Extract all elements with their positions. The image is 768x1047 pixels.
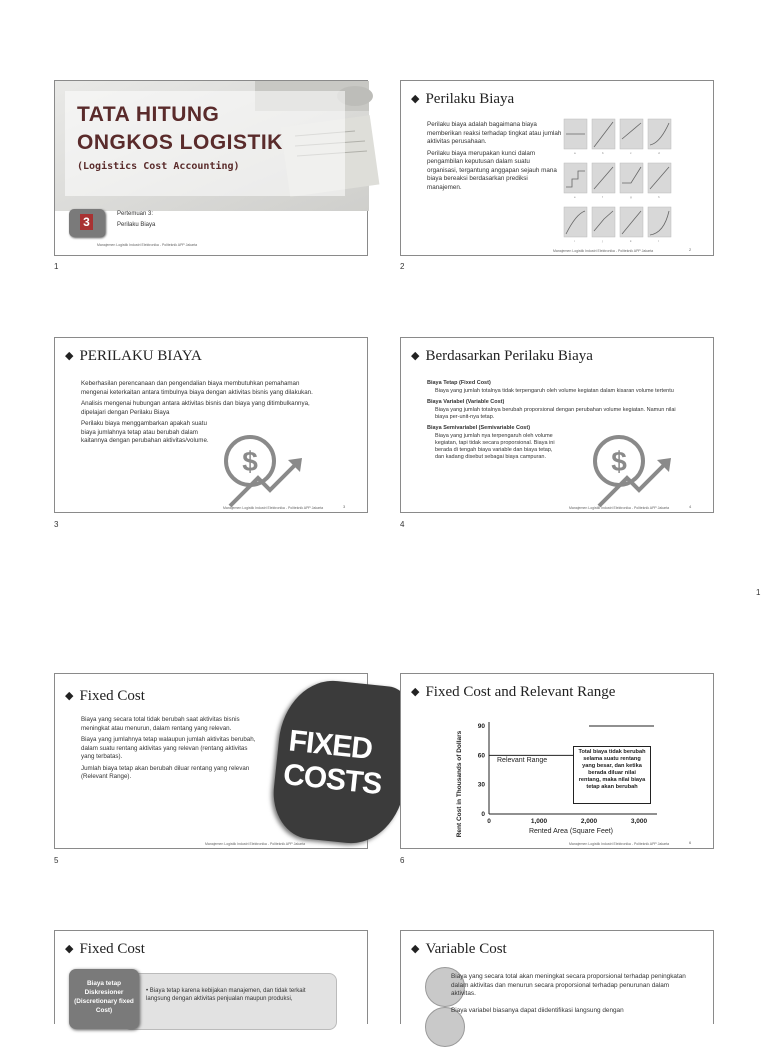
relevant-range-chart [401, 674, 715, 850]
paragraph: Analisis mengenai hubungan antara aktivitas bisnis dan biaya yang ditimbulkannya, dipelajari dengan Perilaku Biaya [81, 400, 310, 416]
svg-text:g: g [630, 195, 632, 199]
footer: Manajemen Logistik Industri Elektronika - Politeknik APP Jakarta [569, 842, 670, 846]
svg-text:h: h [658, 195, 660, 199]
paragraph: Biaya yang secara total akan meningkat secara proporsional terhadap peningkatan dalam aktivitas dan menurun secara proporsional terhadap penurunan dalam aktivitas. [451, 973, 686, 997]
variable-cost-heading: Biaya Variabel (Variable Cost) [427, 399, 505, 405]
footer: Manajemen Logistik Industri Elektronika - Politeknik APP Jakarta [205, 842, 306, 846]
slide-number-1: 1 [54, 262, 59, 271]
page-number: 3 [343, 504, 346, 509]
paragraph: Biaya yang jumlahnya tetap walaupun jumlah aktivitas berubah, dalam suatu rentang aktivitas yang relevan (rentang aktivitas yang terbatas). [81, 736, 256, 760]
bullet-panel [123, 973, 337, 1030]
fixed-cost-definition: Biaya yang jumlah totalnya tidak terpengaruh oleh volume kegiatan dalam kisaran volume tertentu [435, 388, 674, 394]
slide-8 [400, 930, 714, 1024]
x-tick-label: 3,000 [630, 818, 648, 825]
cost-behavior-graphs [564, 119, 674, 244]
badge-number: 3 [80, 214, 93, 230]
bullet-text: • Biaya tetap karena kebijakan manajemen, dan tidak terkait langsung dengan aktivitas penjualan maupun produksi, [146, 988, 306, 1002]
svg-text:c: c [630, 151, 632, 155]
footer: Manajemen Logistik Industri Elektronika - Politeknik APP Jakarta [569, 506, 670, 510]
svg-text:j: j [602, 239, 603, 243]
svg-text:e: e [574, 195, 576, 199]
footer: Manajemen Logistik Industri Elektronika - Politeknik APP Jakarta [553, 249, 654, 253]
diamond-bullet-icon: ◆ [65, 943, 74, 955]
svg-text:f: f [602, 195, 603, 199]
slide-title: ◆ Berdasarkan Perilaku Biaya [411, 348, 593, 364]
paragraph: Perilaku biaya merupakan kunci dalam pengambilan keputusan dalam suatu organisasi, tergantung anggapan sejauh mana biaya bereaksi berdasarkan prediksi manajemen. [427, 149, 557, 191]
footer: Manajemen Logistik Industri Elektronika - Politeknik APP Jakarta [97, 243, 198, 247]
x-axis-title: Rented Area (Square Feet) [528, 828, 614, 835]
slide-title: ◆ Fixed Cost [65, 941, 145, 957]
discretionary-box [69, 969, 139, 1029]
slide-4 [400, 337, 714, 513]
edge-mark: 1 [756, 588, 761, 597]
svg-text:$: $ [242, 446, 258, 477]
variable-cost-definition: Biaya yang jumlah totalnya berubah proporsional dengan perubahan volume kegiatan. Namun nilai biaya per-unit-nya tetap. [435, 407, 676, 420]
x-tick-label: 0 [487, 818, 491, 825]
badge-word-2: COSTS [281, 758, 383, 802]
slide-body [81, 716, 256, 785]
paragraph: Biaya yang secara total tidak berubah saat aktivitas bisnis meningkat atau menurun, dalam rentang yang relevan. [81, 716, 240, 732]
slide-number-2: 2 [400, 262, 405, 271]
meeting-label: Pertemuan 3: [117, 211, 154, 217]
slide-2 [400, 80, 714, 256]
y-tick-label: 0 [481, 811, 485, 818]
slide-3 [54, 337, 368, 513]
diamond-bullet-icon: ◆ [411, 350, 420, 362]
title-line-1: TATA HITUNG [77, 103, 220, 126]
x-tick-label: 1,000 [530, 818, 548, 825]
semivariable-cost-definition: Biaya yang jumlah nya terpengaruh oleh volume kegiatan, tapi tidak secara proporsional. Biaya ini berada di tengah biaya variable dan biaya tetap, dan kadang disebut sebagai biaya campuran. [435, 433, 555, 460]
fixed-costs-badge [269, 676, 415, 849]
badge-word-1: FIXED [287, 724, 374, 766]
title-line-2: ONGKOS LOGISTIK [77, 131, 283, 154]
svg-text:a: a [574, 151, 576, 155]
svg-text:b: b [602, 151, 604, 155]
page-number: 2 [689, 247, 692, 252]
slide-title: ◆ PERILAKU BIAYA [65, 348, 202, 364]
svg-text:l: l [658, 239, 659, 243]
discretionary-label: Biaya tetap Diskresioner (Discretionary fixed Cost) [74, 980, 134, 1014]
diamond-bullet-icon: ◆ [65, 690, 74, 702]
callout-text: Total biaya tidak berubah selama suatu rentang yang besar, dan ketika berada diluar nilai rentang, maka nilai biaya tetap akan berubah [578, 749, 646, 790]
slide-1 [54, 80, 368, 256]
slide-body [451, 973, 691, 1018]
meeting-topic: Perilaku Biaya [117, 222, 156, 228]
slide-5 [54, 673, 383, 849]
y-tick-label: 60 [477, 752, 485, 760]
paragraph: Keberhasilan perencanaan dan pengendalian biaya membutuhkan pemahaman mengenai keterkaitan antara timbulnya biaya dengan aktivitas bisnis yang dilakukan. [81, 380, 313, 396]
x-tick-label: 2,000 [580, 818, 598, 825]
y-tick-label: 30 [477, 781, 485, 789]
callout-box [573, 746, 651, 804]
slide-number-6: 6 [400, 856, 405, 865]
slide-body [427, 121, 562, 195]
meeting-badge [69, 209, 105, 237]
slide-title: ◆ Variable Cost [411, 941, 507, 957]
paragraph: Perilaku biaya menggambarkan apakah suatu biaya jumlahnya tetap atau berubah dalam kaitannya dengan perubahan aktivitas/volume. [81, 420, 209, 444]
diamond-bullet-icon: ◆ [411, 686, 420, 698]
diamond-bullet-icon: ◆ [65, 350, 74, 362]
slide-title: ◆ Fixed Cost and Relevant Range [411, 684, 616, 700]
page-number: 6 [689, 840, 692, 845]
page-number: 4 [689, 504, 692, 509]
diamond-bullet-icon: ◆ [411, 93, 420, 105]
svg-text:$: $ [611, 446, 627, 477]
semivariable-cost-heading: Biaya Semivariabel (Semivariable Cost) [427, 425, 531, 431]
dollar-growth-icon [220, 428, 310, 508]
relevant-range-label: Relevant Range [497, 757, 548, 764]
slide-number-4: 4 [400, 520, 405, 529]
paragraph: Perilaku biaya adalah bagaimana biaya memberikan reaksi terhadap tingkat atau jumlah aktivitas perusahaan. [427, 121, 562, 145]
svg-text:k: k [630, 239, 632, 243]
slide-title: ◆ Perilaku Biaya [411, 91, 515, 107]
y-tick-label: 90 [477, 723, 485, 730]
paragraph: Biaya variabel biasanya dapat diidentifikasi langsung dengan [451, 1006, 624, 1014]
y-axis-title: Rent Cost in Thousands of Dollars [456, 730, 463, 838]
slide-title: ◆ Fixed Cost [65, 688, 145, 704]
svg-text:d: d [658, 151, 660, 155]
svg-text:i: i [574, 239, 575, 243]
subtitle: (Logistics Cost Accounting) [77, 161, 240, 172]
slide-7 [54, 930, 368, 1024]
footer: Manajemen Logistik Industri Elektronika - Politeknik APP Jakarta [223, 506, 324, 510]
paragraph: Jumlah biaya tetap akan berubah diluar rentang yang relevan (Relevant Range). [81, 764, 250, 780]
fixed-cost-heading: Biaya Tetap (Fixed Cost) [427, 380, 491, 386]
diamond-bullet-icon: ◆ [411, 943, 420, 955]
slide-number-5: 5 [54, 856, 59, 865]
slide-number-3: 3 [54, 520, 59, 529]
slide-6 [400, 673, 714, 849]
dollar-growth-icon [589, 428, 679, 508]
